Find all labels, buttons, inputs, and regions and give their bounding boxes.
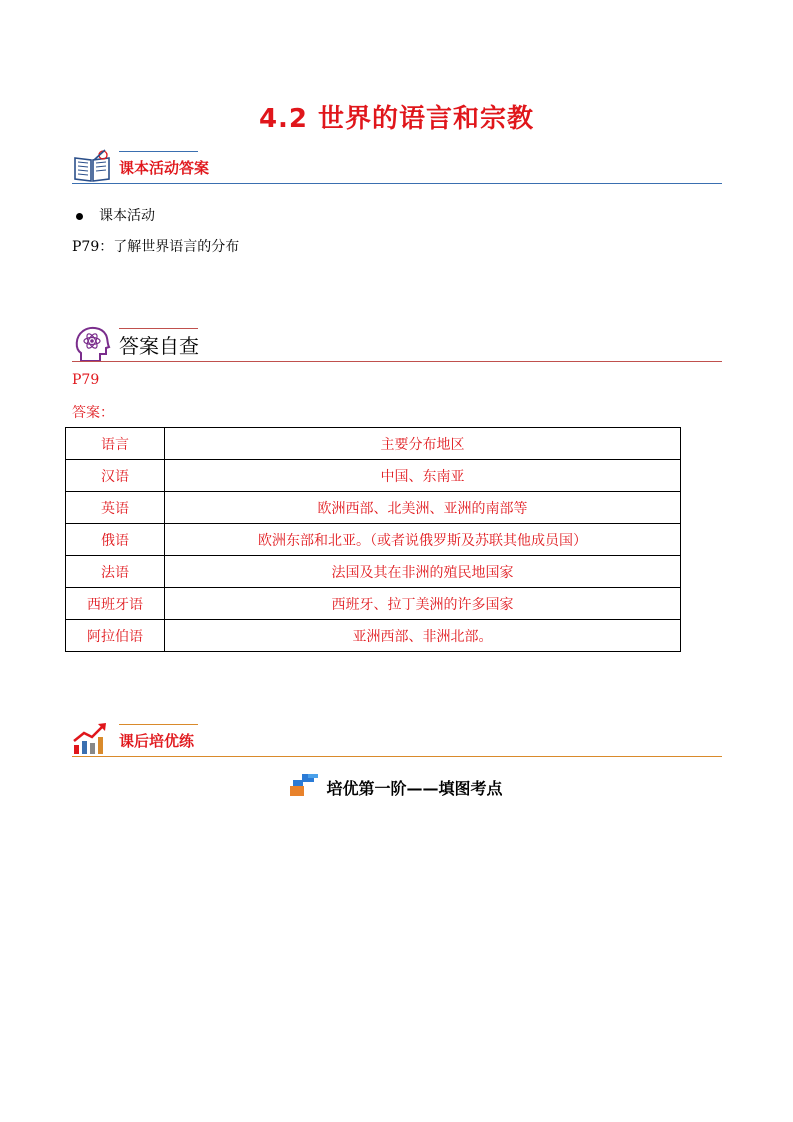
table-row xyxy=(66,588,681,620)
section-short-rule xyxy=(119,328,198,329)
page-title: 4.2 世界的语言和宗教 xyxy=(258,104,535,134)
bullet-text: 课本活动 xyxy=(99,208,155,224)
section-header-textbook xyxy=(72,148,722,192)
open-book-icon xyxy=(72,148,112,184)
language-cell: 汉语 xyxy=(66,460,165,492)
answer-table xyxy=(65,427,681,652)
section-long-rule xyxy=(72,756,722,757)
language-cell: 俄语 xyxy=(66,524,165,556)
page-reference: P79 xyxy=(72,372,100,388)
table-row xyxy=(66,556,681,588)
section-label: 答案自查 xyxy=(119,334,199,358)
table-row xyxy=(66,524,681,556)
region-cell: 亚洲西部、非洲北部。 xyxy=(165,620,681,652)
bullet-item xyxy=(76,205,155,225)
head-atom-icon xyxy=(72,325,112,363)
table-row xyxy=(66,620,681,652)
section-label: 课后培优练 xyxy=(119,732,195,750)
language-cell: 西班牙语 xyxy=(66,588,165,620)
language-cell: 英语 xyxy=(66,492,165,524)
table-header-cell: 主要分布地区 xyxy=(165,428,681,460)
region-cell: 西班牙、拉丁美洲的许多国家 xyxy=(165,588,681,620)
section-long-rule xyxy=(72,183,722,184)
table-header-row xyxy=(66,428,681,460)
sub-heading xyxy=(0,774,793,799)
table-header-cell: 语言 xyxy=(66,428,165,460)
region-cell: 欧洲西部、北美洲、亚洲的南部等 xyxy=(165,492,681,524)
answer-label: 答案： xyxy=(72,405,114,421)
region-cell: 法国及其在非洲的殖民地国家 xyxy=(165,556,681,588)
language-cell: 阿拉伯语 xyxy=(66,620,165,652)
sub-heading-text: 培优第一阶——填图考点 xyxy=(326,779,503,798)
language-cell: 法语 xyxy=(66,556,165,588)
section-label: 课本活动答案 xyxy=(119,159,210,177)
table-row xyxy=(66,492,681,524)
section-long-rule xyxy=(72,361,722,362)
section-short-rule xyxy=(119,151,198,152)
bullet-dot-icon xyxy=(76,213,83,220)
section-header-practice xyxy=(72,721,722,765)
region-cell: 欧洲东部和北亚。（或者说俄罗斯及苏联其他成员国） xyxy=(165,524,681,556)
rising-chart-icon xyxy=(72,721,112,757)
section-header-self-check xyxy=(72,325,722,369)
stairs-icon xyxy=(290,774,320,796)
region-cell: 中国、东南亚 xyxy=(165,460,681,492)
table-row xyxy=(66,460,681,492)
activity-line: P79：了解世界语言的分布 xyxy=(72,239,240,255)
section-short-rule xyxy=(119,724,198,725)
